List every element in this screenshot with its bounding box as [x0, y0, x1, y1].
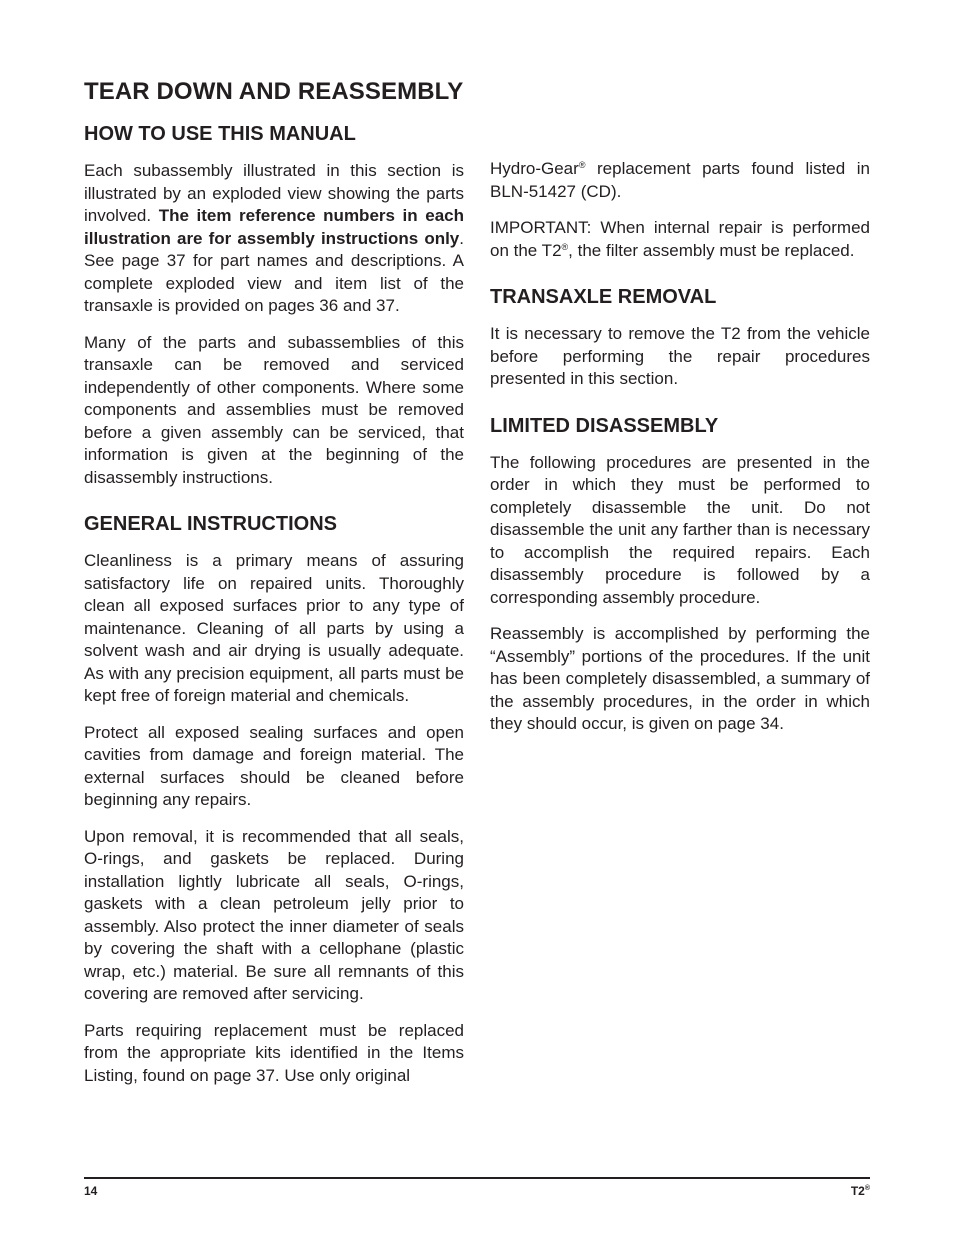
registered-mark: ®	[561, 241, 569, 252]
left-column	[84, 121, 464, 1101]
footer-divider	[84, 1177, 870, 1179]
general-paragraph-4: Parts requiring replacement must be replaced from the appropriate kits identified in the Items Listing, found on page 37. Use only original	[84, 1020, 464, 1085]
paragraph-text: . See page 37 for part names and descriptions. A complete exploded view and item list of the transaxle is provided on pages 36 and 37.	[84, 228, 464, 315]
paragraph-text: replacement parts found listed in BLN-51427 (CD).	[490, 159, 870, 201]
section-heading-removal: TRANSAXLE REMOVAL	[490, 286, 717, 308]
how-to-use-paragraph-2: Many of the parts and subassemblies of this transaxle can be removed and serviced independently of other components. Where some components and assemblies must be removed before a given assembly can be serviced, that information is given at the beginning of the disassembly instructions.	[84, 332, 464, 487]
footer-product	[851, 1184, 870, 1198]
how-to-use-paragraph-1	[84, 160, 464, 318]
product-name: T2	[850, 1184, 865, 1198]
paragraph-text: Hydro-Gear	[490, 159, 579, 178]
general-paragraph-3: Upon removal, it is recommended that all seals, O-rings, and gaskets be replaced. During installation lightly lubricate all seals, O-rings, gaskets with a clean petroleum jelly prior to assembly. Also protect the inner diameter of seals by covering the shaft with a cellophane (plastic wrap, etc.) material. Be sure all remnants of this covering are removed after servicing.	[84, 826, 464, 1003]
registered-mark: ®	[864, 1185, 870, 1192]
page-number: 14	[84, 1184, 98, 1198]
section-heading-how-to-use: HOW TO USE THIS MANUAL	[84, 123, 356, 145]
limited-paragraph-2: Reassembly is accomplished by performing the “Assembly” portions of the procedures. If the unit has been completely disassembled, a summary of the assembly procedures, in the order in which they should occur, is given on page 34.	[490, 624, 870, 733]
general-paragraph-2: Protect all exposed sealing surfaces and open cavities from damage and foreign material. The external surfaces should be cleaned before beginning any repairs.	[84, 722, 464, 809]
general-paragraph-6	[490, 217, 870, 262]
paragraph-text: , the filter assembly must be replaced.	[568, 240, 855, 260]
limited-paragraph-1: The following procedures are presented in the order in which they must be performed to completely disassemble the unit. Do not disassemble the unit any farther than is necessary to accomplish the required repairs. Each disassembly procedure is followed by a corresponding assembly procedure.	[490, 452, 870, 607]
bold-note: The item reference numbers in each illustration are for assembly instructions only	[84, 206, 464, 248]
general-paragraph-5	[490, 158, 870, 203]
general-paragraph-1: Cleanliness is a primary means of assuring satisfactory life on repaired units. Thoroughly clean all exposed surfaces prior to any type of maintenance. Cleaning of all parts by using a solvent wash and air drying is usually adequate. As with any precision equipment, all parts must be kept free of foreign material and chemicals.	[84, 551, 464, 705]
paragraph-text: IMPORTANT: When internal repair is performed on the T2	[490, 218, 870, 260]
section-heading-general: GENERAL INSTRUCTIONS	[84, 513, 337, 535]
right-column	[490, 158, 870, 750]
page-title: TEAR DOWN AND REASSEMBLY	[84, 78, 464, 105]
section-heading-limited: LIMITED DISASSEMBLY	[490, 414, 719, 437]
removal-paragraph-1: It is necessary to remove the T2 from the vehicle before performing the repair procedures presented in this section.	[490, 324, 870, 388]
registered-mark: ®	[578, 160, 586, 170]
paragraph-text: Each subassembly illustrated in this section is illustrated by an exploded view showing the parts involved.	[84, 161, 464, 225]
